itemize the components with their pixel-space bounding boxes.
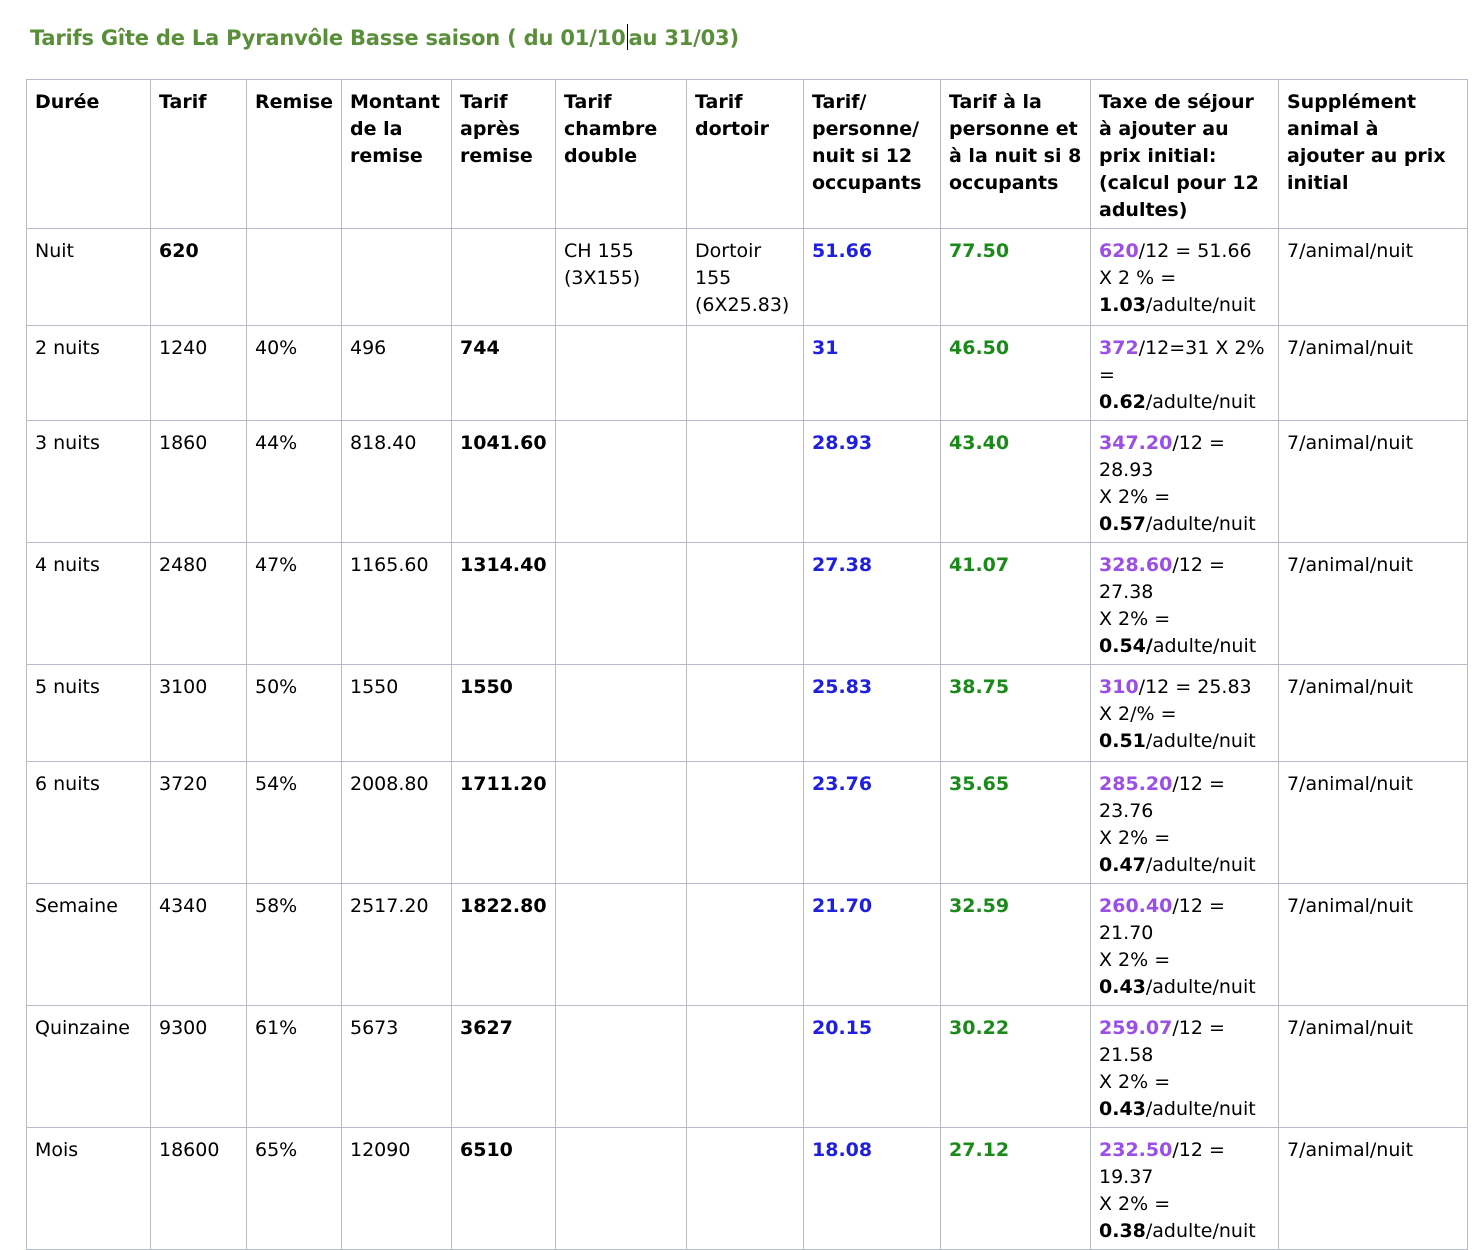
tax-unit: /adulte/nuit [1145, 1098, 1256, 1120]
cell-taxe [1091, 762, 1279, 884]
title-text-start: Tarifs Gîte de La Pyranvôle Basse saison ( du 01/10 [30, 26, 626, 50]
tax-unit: /adulte/nuit [1145, 854, 1256, 876]
cell-dortoir: Dortoir 155 (6X25.83) [687, 229, 804, 326]
header-remise: Remise [247, 80, 342, 229]
cell-duree: 3 nuits [27, 421, 151, 543]
cell-tarif-apres: 1550 [452, 665, 556, 762]
table-row [27, 421, 1468, 543]
cell-dortoir [687, 326, 804, 421]
cell-montant: 12090 [342, 1128, 452, 1250]
tax-value: 1.03 [1099, 294, 1146, 316]
header-montant: Montant de la remise [342, 80, 452, 229]
tax-rate: X 2/% = [1099, 703, 1177, 725]
cell-tarif-apres: 1822.80 [452, 884, 556, 1006]
tax-unit: /adulte/nuit [1145, 391, 1256, 413]
cell-montant: 818.40 [342, 421, 452, 543]
tax-division: /12 = 27.38 [1099, 554, 1225, 603]
cell-p12: 28.93 [804, 421, 941, 543]
tax-base: 285.20 [1099, 773, 1173, 795]
cell-chambre: CH 155 (3X155) [556, 229, 687, 326]
cell-montant: 2008.80 [342, 762, 452, 884]
cell-chambre [556, 326, 687, 421]
cell-p12: 21.70 [804, 884, 941, 1006]
tax-base: 310 [1099, 676, 1139, 698]
tax-value: 0.43 [1099, 1098, 1146, 1120]
table-row [27, 543, 1468, 665]
cell-tarif: 620 [151, 229, 247, 326]
tax-base: 259.07 [1099, 1017, 1173, 1039]
cell-taxe [1091, 884, 1279, 1006]
tax-division: /12 = 51.66 [1138, 240, 1252, 262]
cell-tarif-apres: 744 [452, 326, 556, 421]
cell-chambre [556, 665, 687, 762]
cell-dortoir [687, 762, 804, 884]
cell-montant: 1165.60 [342, 543, 452, 665]
cell-tarif-apres: 1314.40 [452, 543, 556, 665]
header-p8: Tarif à la personne et à la nuit si 8 occupants [941, 80, 1091, 229]
tax-value: 0.47 [1099, 854, 1146, 876]
cell-tarif: 1860 [151, 421, 247, 543]
tax-unit: /adulte/nuit [1145, 1220, 1256, 1242]
header-duree: Durée [27, 80, 151, 229]
table-row [27, 229, 1468, 326]
cell-taxe [1091, 1006, 1279, 1128]
cell-duree: 5 nuits [27, 665, 151, 762]
cell-chambre [556, 421, 687, 543]
header-row [27, 80, 1468, 229]
cell-chambre [556, 762, 687, 884]
cell-p12: 27.38 [804, 543, 941, 665]
cell-p8: 27.12 [941, 1128, 1091, 1250]
header-animal: Supplément animal à ajouter au prix initial [1279, 80, 1468, 229]
table-row [27, 1006, 1468, 1128]
tax-division: /12 = 21.58 [1099, 1017, 1225, 1066]
cell-duree: 2 nuits [27, 326, 151, 421]
tax-division: /12 = 21.70 [1099, 895, 1225, 944]
cell-taxe [1091, 1128, 1279, 1250]
cell-animal: 7/animal/nuit [1279, 229, 1468, 326]
cell-tarif: 4340 [151, 884, 247, 1006]
cell-animal: 7/animal/nuit [1279, 665, 1468, 762]
cell-tarif-apres: 1041.60 [452, 421, 556, 543]
tax-rate: X 2% = [1099, 949, 1171, 971]
cell-remise [247, 229, 342, 326]
cell-p12: 51.66 [804, 229, 941, 326]
cell-p12: 23.76 [804, 762, 941, 884]
cell-duree: Nuit [27, 229, 151, 326]
tax-rate: X 2% = [1099, 1193, 1171, 1215]
cell-tarif-apres: 6510 [452, 1128, 556, 1250]
cell-p8: 35.65 [941, 762, 1091, 884]
cell-remise: 65% [247, 1128, 342, 1250]
cell-remise: 40% [247, 326, 342, 421]
cell-montant: 2517.20 [342, 884, 452, 1006]
tax-unit: /adulte/nuit [1145, 730, 1256, 752]
cell-tarif: 3100 [151, 665, 247, 762]
tax-rate: X 2% = [1099, 608, 1171, 630]
cell-duree: Semaine [27, 884, 151, 1006]
tax-division: /12 = 25.83 [1138, 676, 1252, 698]
cell-duree: Quinzaine [27, 1006, 151, 1128]
cell-montant: 5673 [342, 1006, 452, 1128]
tax-unit: /adulte/nuit [1145, 294, 1256, 316]
cell-remise: 44% [247, 421, 342, 543]
cell-animal: 7/animal/nuit [1279, 762, 1468, 884]
cell-chambre [556, 1006, 687, 1128]
cell-tarif: 2480 [151, 543, 247, 665]
tax-base: 328.60 [1099, 554, 1173, 576]
tax-value: 0.57 [1099, 513, 1146, 535]
cell-dortoir [687, 884, 804, 1006]
cell-taxe [1091, 326, 1279, 421]
cell-animal: 7/animal/nuit [1279, 421, 1468, 543]
tax-unit: /adulte/nuit [1145, 976, 1256, 998]
header-tarif: Tarif [151, 80, 247, 229]
tax-value: 0.51 [1099, 730, 1146, 752]
cell-montant: 1550 [342, 665, 452, 762]
pricing-table [26, 79, 1468, 1250]
cell-p8: 46.50 [941, 326, 1091, 421]
cell-taxe [1091, 421, 1279, 543]
cell-animal: 7/animal/nuit [1279, 1128, 1468, 1250]
cell-animal: 7/animal/nuit [1279, 543, 1468, 665]
header-taxe: Taxe de séjour à ajouter au prix initial: (calcul pour 12 adultes) [1091, 80, 1279, 229]
tax-base: 347.20 [1099, 432, 1173, 454]
cell-tarif: 9300 [151, 1006, 247, 1128]
cell-dortoir [687, 1128, 804, 1250]
cell-p12: 20.15 [804, 1006, 941, 1128]
tax-unit: /adulte/nuit [1145, 513, 1256, 535]
cell-animal: 7/animal/nuit [1279, 326, 1468, 421]
cell-remise: 50% [247, 665, 342, 762]
header-dortoir: Tarif dortoir [687, 80, 804, 229]
tax-base: 372 [1099, 337, 1139, 359]
tax-value: 0.62 [1099, 391, 1146, 413]
tax-rate: X 2% = [1099, 827, 1171, 849]
header-chambre: Tarif chambre double [556, 80, 687, 229]
cell-chambre [556, 1128, 687, 1250]
cell-tarif: 18600 [151, 1128, 247, 1250]
text-cursor [627, 24, 628, 50]
tax-base: 232.50 [1099, 1139, 1173, 1161]
tax-division: /12 = 28.93 [1099, 432, 1225, 481]
table-row [27, 884, 1468, 1006]
tax-unit: adulte/nuit [1152, 635, 1257, 657]
cell-duree: 4 nuits [27, 543, 151, 665]
tax-rate: X 2% = [1099, 1071, 1171, 1093]
tax-value: 0.43 [1099, 976, 1146, 998]
cell-tarif-apres [452, 229, 556, 326]
document-title [30, 24, 739, 50]
header-tarif-apres: Tarif après remise [452, 80, 556, 229]
cell-p8: 41.07 [941, 543, 1091, 665]
cell-chambre [556, 543, 687, 665]
cell-remise: 61% [247, 1006, 342, 1128]
cell-p8: 32.59 [941, 884, 1091, 1006]
cell-montant [342, 229, 452, 326]
tax-rate: X 2% = [1099, 486, 1171, 508]
cell-duree: 6 nuits [27, 762, 151, 884]
cell-tarif-apres: 1711.20 [452, 762, 556, 884]
cell-tarif-apres: 3627 [452, 1006, 556, 1128]
cell-taxe [1091, 665, 1279, 762]
cell-remise: 54% [247, 762, 342, 884]
cell-dortoir [687, 543, 804, 665]
cell-p12: 18.08 [804, 1128, 941, 1250]
cell-dortoir [687, 1006, 804, 1128]
cell-p12: 25.83 [804, 665, 941, 762]
cell-remise: 58% [247, 884, 342, 1006]
table-row [27, 1128, 1468, 1250]
cell-duree: Mois [27, 1128, 151, 1250]
cell-dortoir [687, 665, 804, 762]
table-row [27, 762, 1468, 884]
cell-tarif: 3720 [151, 762, 247, 884]
cell-p8: 30.22 [941, 1006, 1091, 1128]
cell-dortoir [687, 421, 804, 543]
header-p12: Tarif/ personne/ nuit si 12 occupants [804, 80, 941, 229]
tax-value: 0.38 [1099, 1220, 1146, 1242]
cell-p8: 43.40 [941, 421, 1091, 543]
tax-base: 620 [1099, 240, 1139, 262]
cell-montant: 496 [342, 326, 452, 421]
tax-rate: X 2 % = [1099, 267, 1177, 289]
cell-animal: 7/animal/nuit [1279, 884, 1468, 1006]
cell-remise: 47% [247, 543, 342, 665]
table-row [27, 326, 1468, 421]
cell-p8: 77.50 [941, 229, 1091, 326]
tax-base: 260.40 [1099, 895, 1173, 917]
tax-division: /12 = 19.37 [1099, 1139, 1225, 1188]
cell-taxe [1091, 229, 1279, 326]
tax-division: /12=31 X 2% = [1099, 337, 1265, 386]
table-row [27, 665, 1468, 762]
tax-value: 0.54/ [1099, 635, 1153, 657]
cell-chambre [556, 884, 687, 1006]
cell-taxe [1091, 543, 1279, 665]
cell-p8: 38.75 [941, 665, 1091, 762]
title-text-end: au 31/03) [628, 26, 739, 50]
cell-p12: 31 [804, 326, 941, 421]
cell-animal: 7/animal/nuit [1279, 1006, 1468, 1128]
cell-tarif: 1240 [151, 326, 247, 421]
tax-division: /12 = 23.76 [1099, 773, 1225, 822]
